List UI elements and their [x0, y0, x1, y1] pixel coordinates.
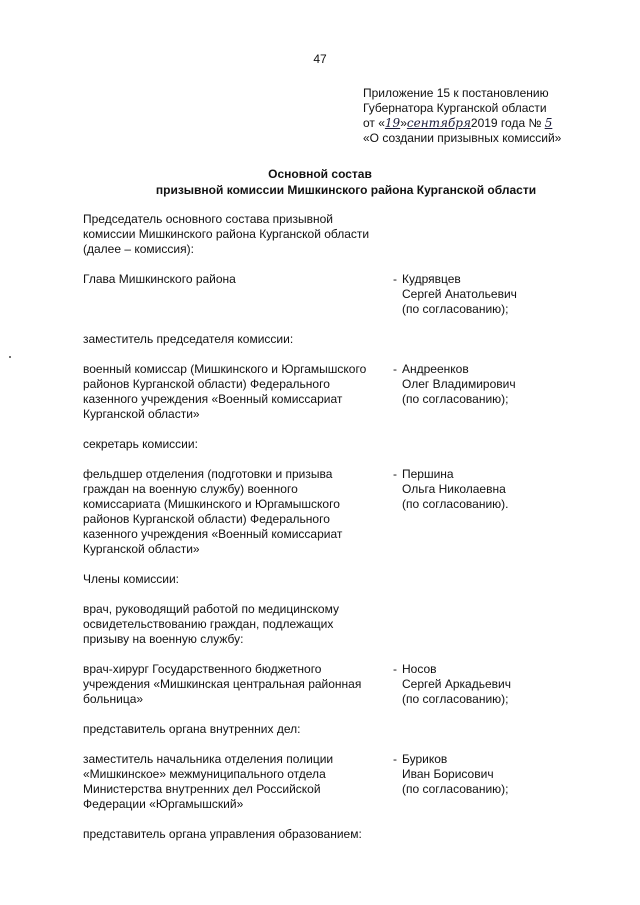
- position-line: граждан на военную службу) военного: [83, 482, 298, 496]
- position-line: «Мишкинское» межмуниципального отдела: [83, 767, 326, 781]
- position-line: комиссии Мишкинского района Курганской области: [83, 227, 370, 241]
- position-line: освидетельствованию граждан, подлежащих: [83, 617, 334, 631]
- appendix-date-year: 2019 года №: [470, 116, 542, 130]
- appendix-line: Губернатора Курганской области: [363, 101, 547, 115]
- position-line: казенного учреждения «Военный комиссариат: [83, 392, 343, 406]
- position-line: представитель органа внутренних дел:: [83, 722, 301, 736]
- member-name-line: Сергей Аркадьевич: [402, 677, 511, 691]
- position-description: [83, 602, 543, 647]
- position-description: [83, 827, 543, 842]
- position-line: представитель органа управления образованием:: [83, 827, 362, 841]
- handwritten-month: сентября: [406, 116, 471, 130]
- position-line: Председатель основного состава призывной: [83, 212, 334, 226]
- position-line: призыву на военную службу:: [83, 632, 244, 646]
- position-line: Глава Мишкинского района: [83, 272, 236, 286]
- position-description: [83, 467, 393, 557]
- position-line: военный комиссар (Мишкинского и Юргамышского: [83, 362, 367, 376]
- commission-row: [83, 602, 543, 647]
- page-number: 47: [313, 52, 327, 66]
- position-line: секретарь комиссии:: [83, 437, 198, 451]
- position-description: [83, 572, 543, 587]
- member-name-line: Носов: [402, 662, 437, 676]
- position-line: фельдшер отделения (подготовки и призыва: [83, 467, 333, 481]
- position-line: учреждения «Мишкинская центральная районная: [83, 677, 362, 691]
- member-name-line: Кудрявцев: [402, 272, 461, 286]
- handwritten-number: 5: [544, 116, 553, 130]
- position-description: [83, 212, 543, 257]
- position-line: Министерства внутренних дел Российской: [83, 782, 321, 796]
- member-name-line: Першина: [402, 467, 454, 481]
- member-name-line: (по согласованию);: [402, 302, 509, 316]
- position-line: заместитель председателя комиссии:: [83, 332, 294, 346]
- appendix-date-mid: »: [400, 116, 407, 130]
- member-name-line: Ольга Николаевна: [402, 482, 506, 496]
- position-line: заместитель начальника отделения полиции: [83, 752, 334, 766]
- position-line: районов Курганской области) Федерального: [83, 512, 330, 526]
- commission-row: [83, 272, 543, 317]
- appendix-block: [363, 86, 561, 146]
- scan-dot: [9, 356, 11, 358]
- commission-row: [83, 212, 543, 257]
- position-line: врач-хирург Государственного бюджетного: [83, 662, 322, 676]
- appendix-line: Приложение 15 к постановлению: [363, 86, 549, 100]
- dash-mark: -: [393, 662, 397, 676]
- position-description: [83, 332, 543, 347]
- member-name-line: Иван Борисович: [402, 767, 494, 781]
- appendix-date-prefix: от «: [363, 116, 385, 130]
- position-line: Курганской области»: [83, 542, 200, 556]
- member-name-line: Олег Владимирович: [402, 377, 516, 391]
- commission-row: [83, 752, 543, 812]
- dash-mark: -: [393, 362, 397, 376]
- commission-row: [83, 362, 543, 422]
- dash-mark: -: [393, 752, 397, 766]
- member-name-line: Андреенков: [402, 362, 469, 376]
- member-name: [393, 467, 552, 557]
- member-name-line: (по согласованию);: [402, 392, 509, 406]
- member-name: [393, 362, 552, 422]
- title-line: Основной состав: [268, 167, 372, 181]
- position-description: [83, 752, 393, 812]
- commission-row: [83, 437, 543, 452]
- position-description: [83, 437, 543, 452]
- member-name-line: (по согласованию).: [402, 497, 509, 511]
- commission-list: [83, 212, 543, 857]
- position-line: районов Курганской области) Федерального: [83, 377, 330, 391]
- dash-mark: -: [393, 272, 397, 286]
- commission-row: [83, 467, 543, 557]
- member-name-line: Сергей Анатольевич: [402, 287, 517, 301]
- appendix-line: «О создании призывных комиссий»: [363, 131, 562, 145]
- position-description: [83, 662, 393, 707]
- member-name: [393, 662, 552, 707]
- member-name: [393, 272, 552, 317]
- dash-mark: -: [393, 467, 397, 481]
- position-line: комиссариата (Мишкинского и Юргамышского: [83, 497, 340, 511]
- position-line: врач, руководящий работой по медицинскому: [83, 602, 339, 616]
- position-line: (далее – комиссия):: [83, 242, 194, 256]
- commission-row: [83, 722, 543, 737]
- position-line: больница»: [83, 692, 144, 706]
- commission-row: [83, 332, 543, 347]
- position-description: [83, 272, 393, 317]
- title-line: призывной комиссии Мишкинского района Курганской области: [155, 183, 537, 197]
- member-name-line: (по согласованию);: [402, 782, 509, 796]
- position-description: [83, 362, 393, 422]
- document-title: [0, 166, 640, 198]
- position-line: Члены комиссии:: [83, 572, 180, 586]
- position-description: [83, 722, 543, 737]
- commission-row: [83, 662, 543, 707]
- position-line: казенного учреждения «Военный комиссариат: [83, 527, 343, 541]
- commission-row: [83, 827, 543, 842]
- member-name: [393, 752, 552, 812]
- member-name-line: Буриков: [402, 752, 448, 766]
- member-name-line: (по согласованию);: [402, 692, 509, 706]
- position-line: Курганской области»: [83, 407, 200, 421]
- commission-row: [83, 572, 543, 587]
- appendix-date-line: [363, 116, 561, 131]
- position-line: Федерации «Юргамышский»: [83, 797, 244, 811]
- handwritten-day: 19: [384, 116, 401, 130]
